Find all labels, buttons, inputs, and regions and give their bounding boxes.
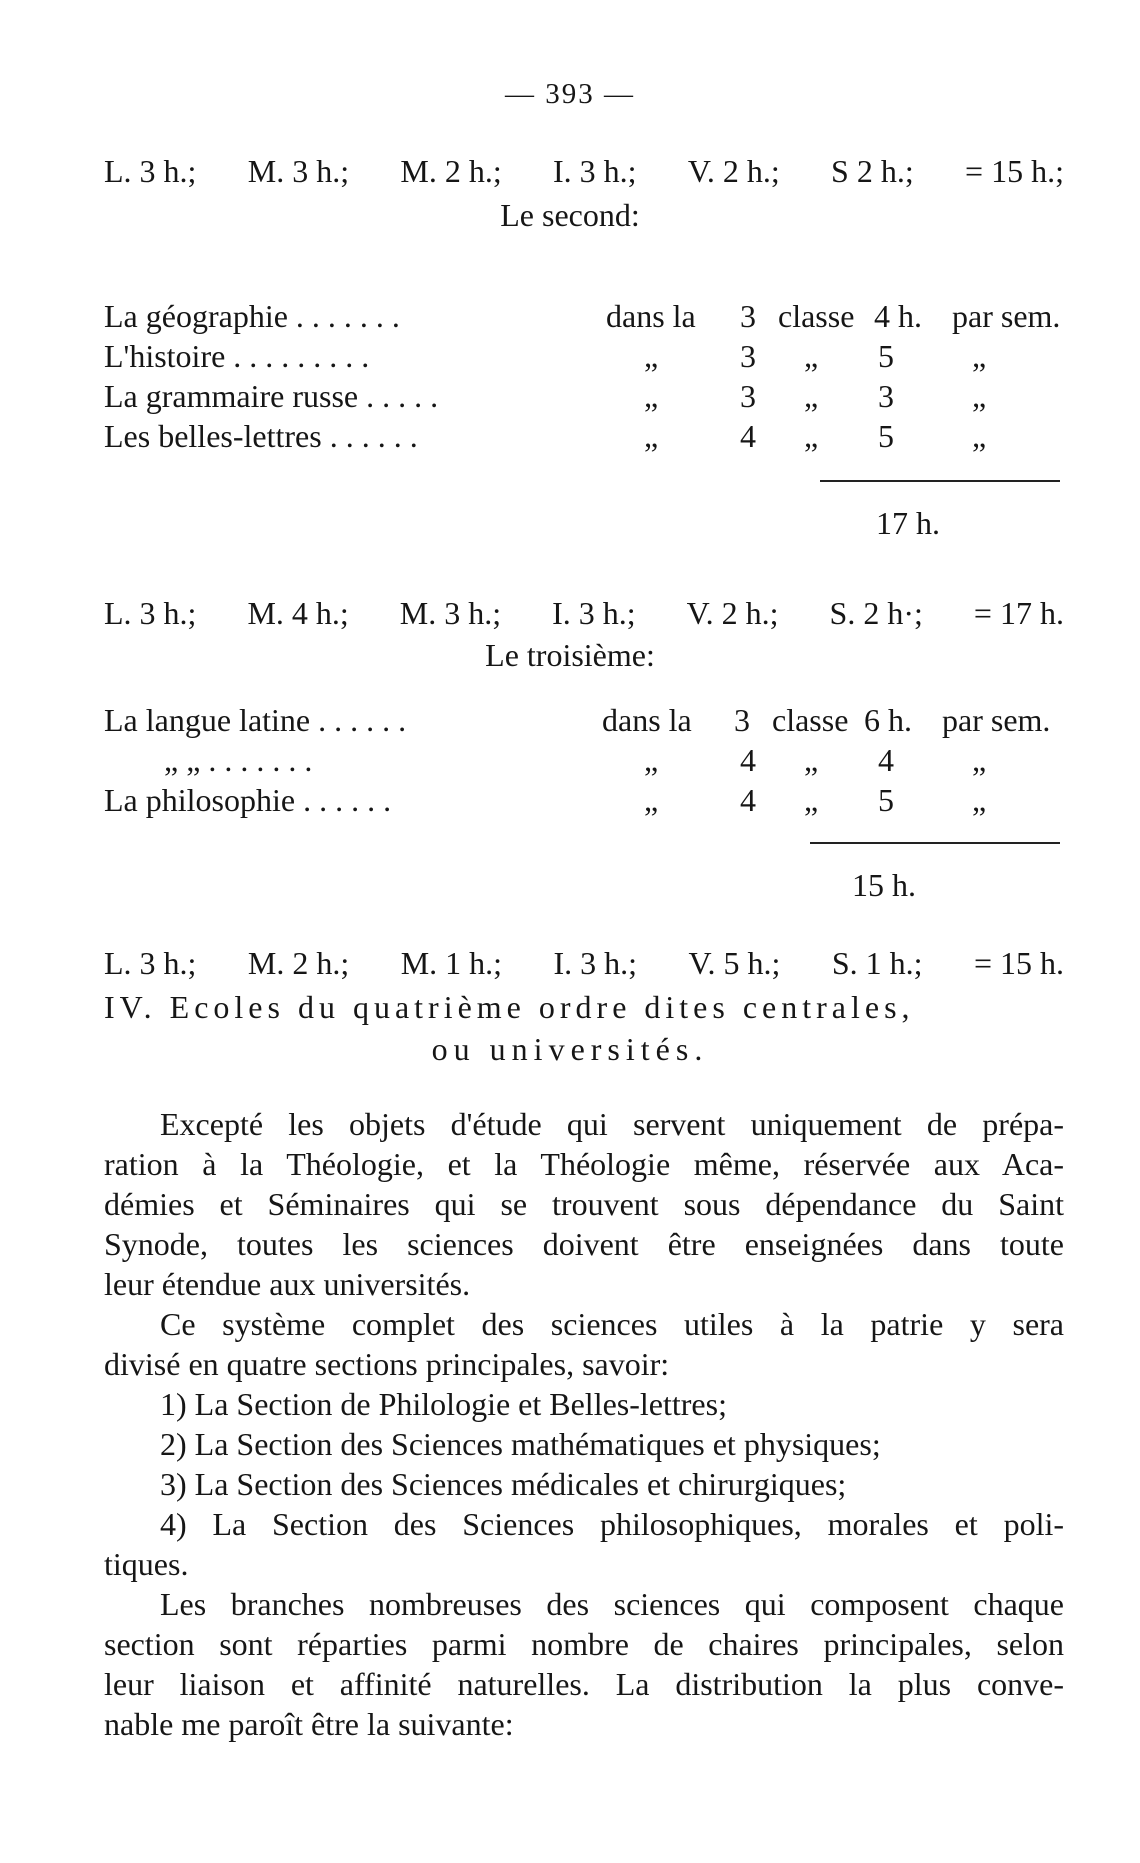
paragraph-line: ration à la Théologie, et la Théologie même, réservée aux Aca- <box>104 1146 1064 1182</box>
table-row: La grammaire russe . . . . . „ 3 „ 3 „ <box>104 378 987 414</box>
schedule-line-1: L. 3 h.; M. 3 h.; M. 2 h.; I. 3 h.; V. 2 h.; S 2 h.; = 15 h.; <box>104 153 1064 189</box>
paragraph-line: section sont réparties parmi nombre de chaires principales, selon <box>104 1626 1064 1662</box>
total-second: 17 h. <box>876 505 940 541</box>
heading-third: Le troisième: <box>485 637 655 673</box>
list-item: 4) La Section des Sciences philosophiques, morales et poli- <box>160 1506 1064 1542</box>
paragraph-line: démies et Séminaires qui se trouvent sous dépendance du Saint <box>104 1186 1064 1222</box>
paragraph-line: Les branches nombreuses des sciences qui composent chaque <box>160 1586 1064 1622</box>
paragraph-line: nable me paroît être la suivante: <box>104 1706 514 1742</box>
total-rule <box>820 480 1060 482</box>
table-row: La langue latine . . . . . . dans la 3 classe 6 h. par sem. <box>104 702 1051 738</box>
paragraph-line: Excepté les objets d'étude qui servent uniquement de prépa- <box>160 1106 1064 1142</box>
table-row: „ „ . . . . . . . „ 4 „ 4 „ <box>164 742 987 778</box>
total-third: 15 h. <box>852 867 916 903</box>
section-title-cont: ou universités. <box>431 1031 709 1067</box>
list-item: 3) La Section des Sciences médicales et chirurgiques; <box>160 1466 847 1502</box>
list-item: 1) La Section de Philologie et Belles-lettres; <box>160 1386 727 1422</box>
schedule-line-2: L. 3 h.; M. 4 h.; M. 3 h.; I. 3 h.; V. 2 h.; S. 2 h·; = 17 h. <box>104 595 1064 631</box>
table-row: La philosophie . . . . . . „ 4 „ 5 „ <box>104 782 987 818</box>
table-row: L'histoire . . . . . . . . . „ 3 „ 5 „ <box>104 338 987 374</box>
paragraph-line: divisé en quatre sections principales, savoir: <box>104 1346 670 1382</box>
list-item: 2) La Section des Sciences mathématiques et physiques; <box>160 1426 881 1462</box>
section-title: IV. Ecoles du quatrième ordre dites centrales, <box>104 989 915 1025</box>
page-number: — 393 — <box>505 78 635 110</box>
paragraph-line: leur liaison et affinité naturelles. La distribution la plus conve- <box>104 1666 1064 1702</box>
paragraph-line: leur étendue aux universités. <box>104 1266 471 1302</box>
schedule-line-3: L. 3 h.; M. 2 h.; M. 1 h.; I. 3 h.; V. 5 h.; S. 1 h.; = 15 h. <box>104 945 1064 981</box>
heading-second: Le second: <box>500 197 640 233</box>
paragraph-line: Synode, toutes les sciences doivent être enseignées dans toute <box>104 1226 1064 1262</box>
table-row: Les belles-lettres . . . . . . „ 4 „ 5 „ <box>104 418 987 454</box>
list-item-cont: tiques. <box>104 1546 189 1582</box>
table-row: La géographie . . . . . . . dans la 3 classe 4 h. par sem. <box>104 298 1061 334</box>
total-rule <box>810 842 1060 844</box>
paragraph-line: Ce système complet des sciences utiles à la patrie y sera <box>160 1306 1064 1342</box>
